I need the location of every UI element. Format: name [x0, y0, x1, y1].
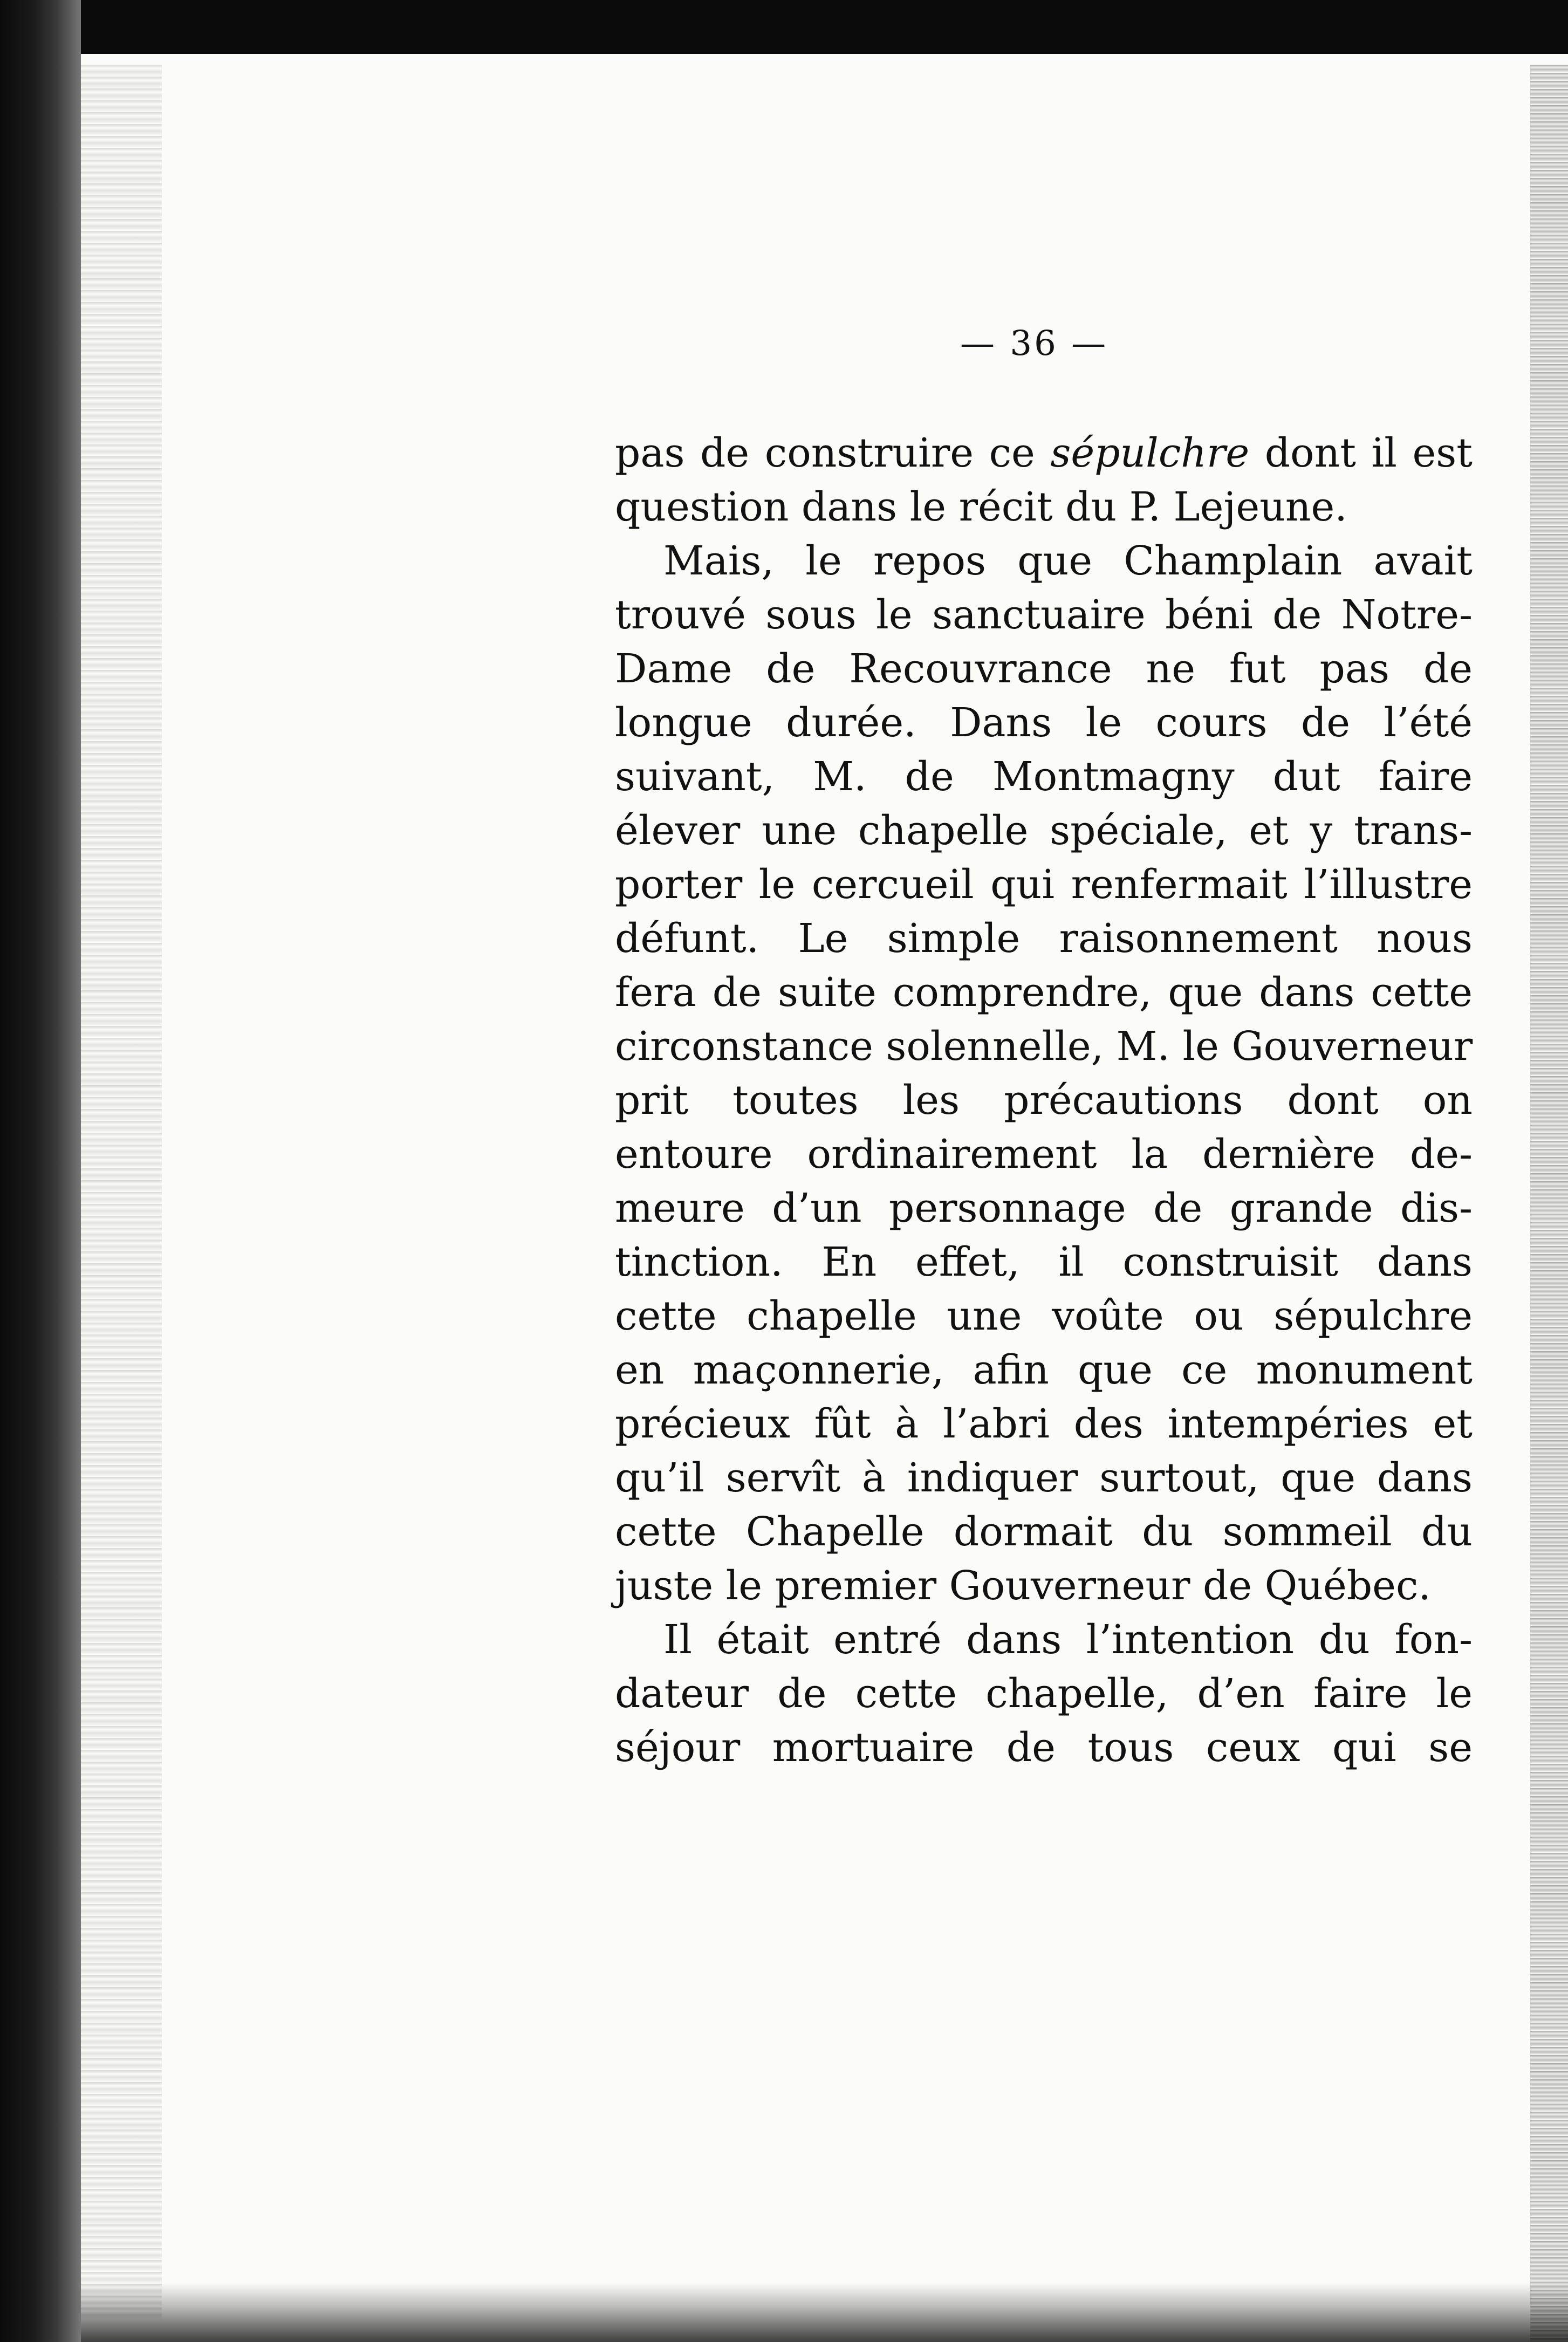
text-line: prit toutes les précautions dont on: [615, 1077, 1473, 1124]
text-line: dateur de cette chapelle, d’en faire le: [615, 1670, 1473, 1717]
page-number: — 36 —: [960, 324, 1108, 364]
text-line: question dans le récit du P. Lejeune.: [615, 484, 1347, 530]
text-line: pas de construire ce sépulchre dont il est: [615, 430, 1473, 476]
text-line: suivant, M. de Montmagny dut faire: [615, 754, 1473, 800]
text-line: qu’il servît à indiquer surtout, que dans: [615, 1455, 1473, 1501]
text-line: cette Chapelle dormait du sommeil du: [615, 1509, 1473, 1555]
text-line: élever une chapelle spéciale, et y trans-: [615, 807, 1473, 854]
italic-word: sépulchre: [1050, 430, 1250, 476]
scan-right-edge: [1530, 65, 1568, 2342]
text-line: meure d’un personnage de grande dis-: [615, 1185, 1473, 1231]
scan-left-edge: [0, 0, 81, 2342]
text-line: Mais, le repos que Champlain avait: [663, 538, 1473, 584]
scan-bottom-edge: [81, 2283, 1568, 2342]
text-line: trouvé sous le sanctuaire béni de Notre-: [615, 592, 1473, 638]
text-line: fera de suite comprendre, que dans cette: [615, 969, 1473, 1016]
text-line: porter le cercueil qui renfermait l’illustre: [615, 861, 1473, 908]
text-line: tinction. En effet, il construisit dans: [615, 1239, 1473, 1285]
text-line: cette chapelle une voûte ou sépulchre: [615, 1293, 1473, 1339]
text-line: juste le premier Gouverneur de Québec.: [615, 1563, 1431, 1609]
text-line: Il était entré dans l’intention du fon-: [663, 1617, 1473, 1663]
text-line: Dame de Recouvrance ne fut pas de: [615, 646, 1473, 692]
text-line: défunt. Le simple raisonnement nous: [615, 915, 1473, 962]
text-line: séjour mortuaire de tous ceux qui se: [615, 1724, 1473, 1771]
text-line: longue durée. Dans le cours de l’été: [615, 700, 1473, 746]
text-line: entoure ordinairement la dernière de-: [615, 1131, 1473, 1177]
text-line: précieux fût à l’abri des intempéries et: [615, 1401, 1473, 1447]
body-text: [615, 426, 1473, 1775]
scan-left-noise: [81, 65, 162, 2319]
text-line: en maçonnerie, afin que ce monument: [615, 1347, 1473, 1393]
text-line: circonstance solennelle, M. le Gouverneur: [615, 1023, 1473, 1070]
